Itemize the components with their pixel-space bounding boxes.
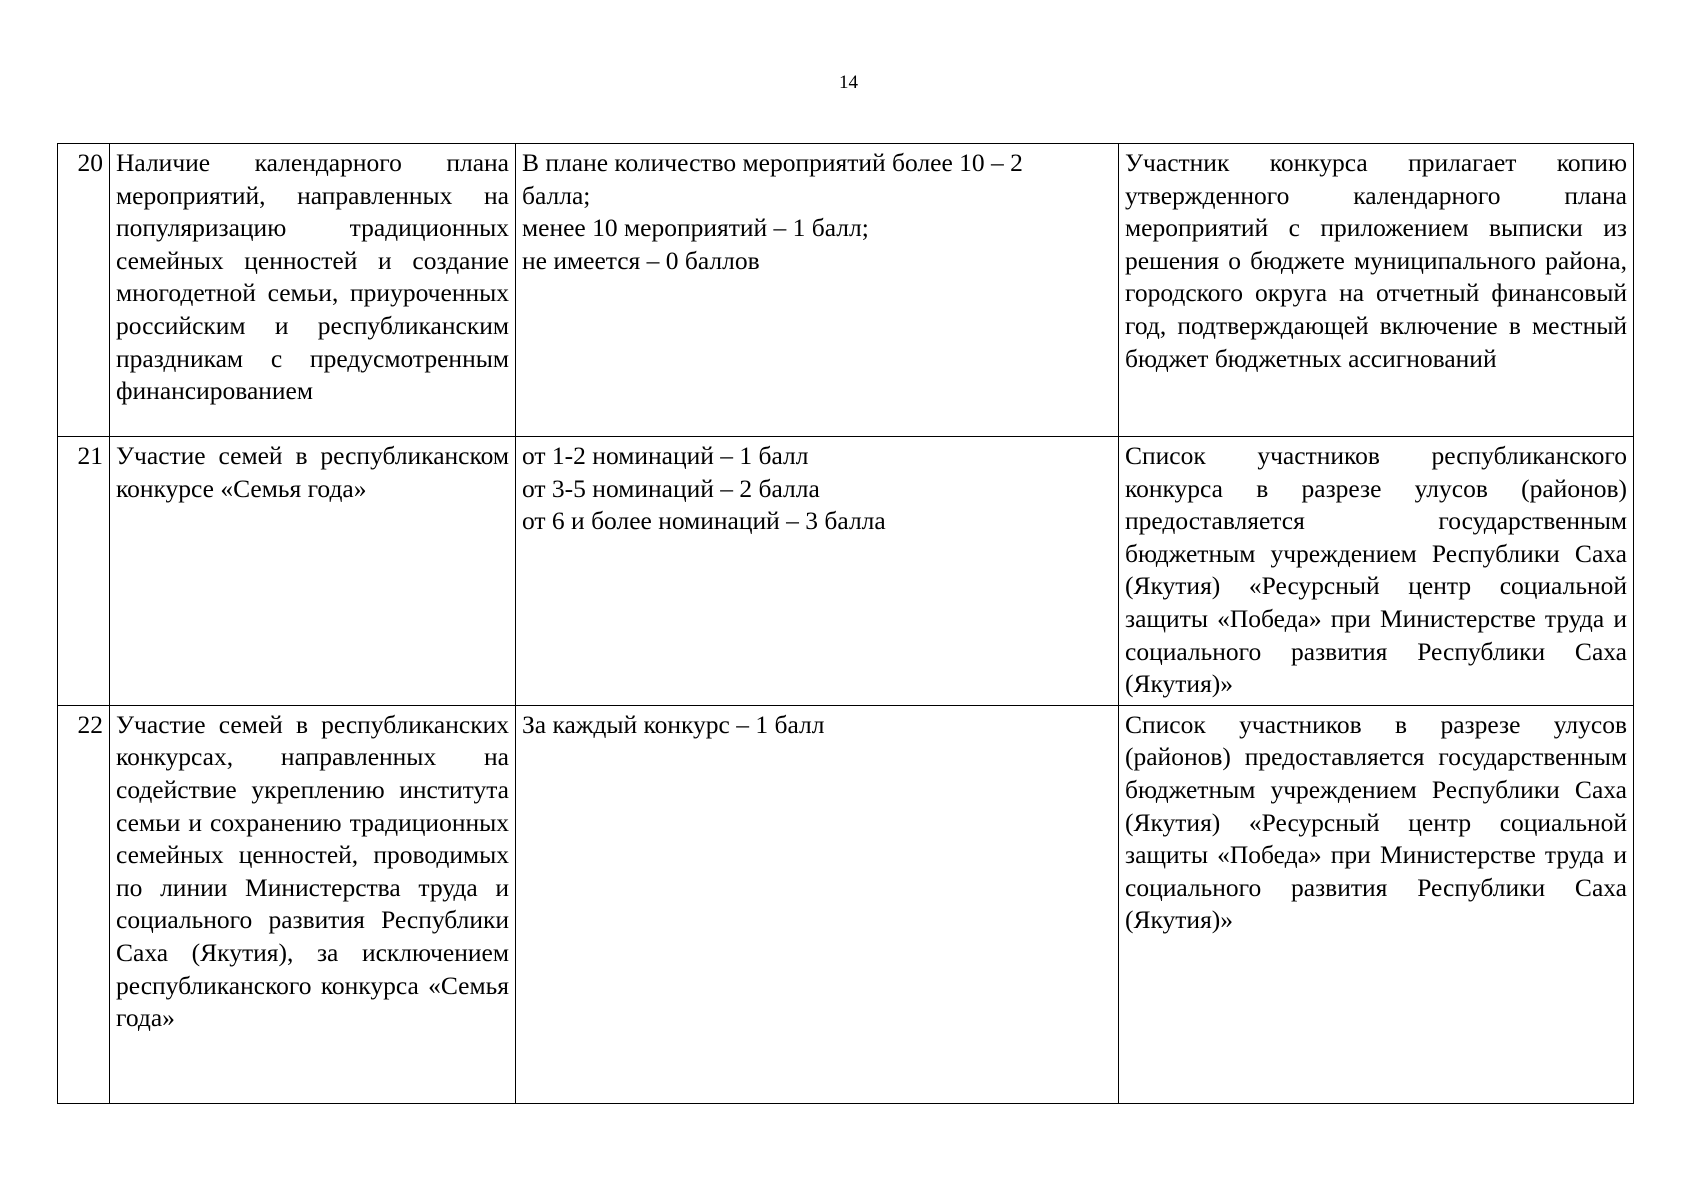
row-number: 20 <box>58 144 110 437</box>
source-cell: Участник конкурса прилагает копию утвержденного календарного плана мероприятий с приложением выписки из решения о бюджете муниципального района, городского округа на отчетный финансовый год, подтверждающей включение в местный бюджет бюджетных ассигнований <box>1119 144 1634 437</box>
scoring-cell <box>516 437 1119 706</box>
table-row <box>58 144 1634 437</box>
page-number: 14 <box>839 72 858 93</box>
scoring-line: от 3-5 номинаций – 2 балла <box>522 473 820 503</box>
scoring-line: от 6 и более номинаций – 3 балла <box>522 506 886 536</box>
row-number: 22 <box>58 705 110 1103</box>
source-cell: Список участников республиканского конкурса в разрезе улусов (районов) предоставляется государственным бюджетным учреждением Республики Саха (Якутия) «Ресурсный центр социальной защиты «Победа» при Министерстве труда и социального развития Республики Саха (Якутия)» <box>1119 437 1634 706</box>
scoring-line: менее 10 мероприятий – 1 балл; <box>522 213 869 243</box>
scoring-line: от 1-2 номинаций – 1 балл <box>522 441 809 470</box>
scoring-line: За каждый конкурс – 1 балл <box>522 709 825 739</box>
criteria-table <box>57 143 1634 1104</box>
scoring-line: В плане количество мероприятий более 10 – 2 <box>522 148 1023 177</box>
source-cell: Список участников в разрезе улусов (районов) предоставляется государственным бюджетным учреждением Республики Саха (Якутия) «Ресурсный центр социальной защиты «Победа» при Министерстве труда и социального развития Республики Саха (Якутия)» <box>1119 705 1634 1103</box>
scoring-cell <box>516 144 1119 437</box>
table-row <box>58 437 1634 706</box>
criterion-cell: Наличие календарного плана мероприятий, направленных на популяризацию традиционных семейных ценностей и создание многодетной семьи, приуроченных российским и республиканским праздникам с предусмотренным финансированием <box>110 144 516 437</box>
scoring-line: балла; <box>522 180 591 210</box>
criterion-cell: Участие семей в республиканском конкурсе «Семья года» <box>110 437 516 706</box>
table-row <box>58 705 1634 1103</box>
row-number: 21 <box>58 437 110 706</box>
scoring-cell <box>516 705 1119 1103</box>
scoring-line: не имеется – 0 баллов <box>522 245 760 275</box>
criterion-cell: Участие семей в республиканских конкурсах, направленных на содействие укреплению института семьи и сохранению традиционных семейных ценностей, проводимых по линии Министерства труда и социального развития Республики Саха (Якутия), за исключением республиканского конкурса «Семья года» <box>110 705 516 1103</box>
